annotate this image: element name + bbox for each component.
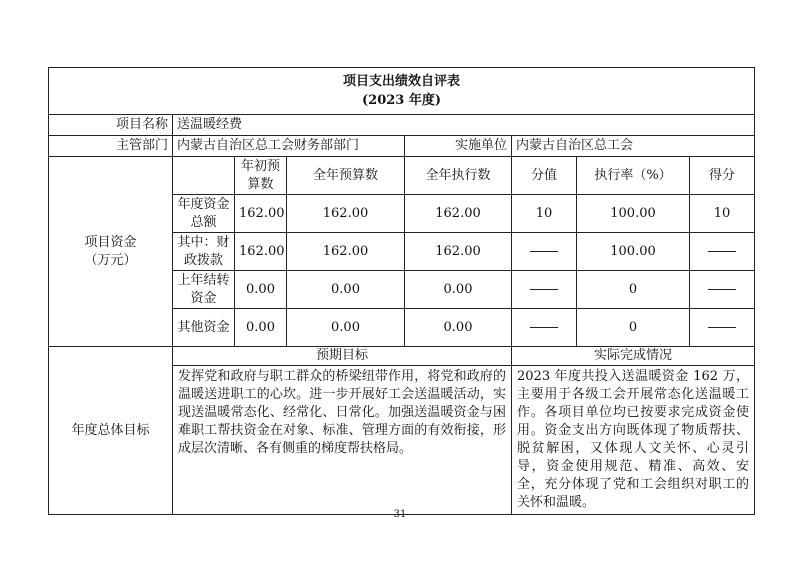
project-name-label: 项目名称 [49, 115, 173, 136]
dash-mark [530, 289, 558, 290]
table-year: (2023 年度) [362, 93, 442, 108]
annual-budget-cell: 0.00 [287, 309, 405, 347]
execution-rate-cell: 100.00 [577, 233, 690, 271]
score-value-cell [512, 271, 577, 309]
goal-label: 年度总体目标 [49, 347, 173, 515]
dash-mark [530, 251, 558, 252]
execution-rate-cell: 100.00 [577, 195, 690, 233]
table-title-cell [49, 68, 755, 115]
score-value-cell [512, 233, 577, 271]
row-label: 其中：财政拨款 [173, 233, 235, 271]
execution-rate-cell: 0 [577, 271, 690, 309]
row-label: 其他资金 [173, 309, 235, 347]
executed-cell: 162.00 [405, 195, 512, 233]
expected-goal-text: 发挥党和政府与职工群众的桥梁纽带作用，将党和政府的温暖送进职工的心坎。进一步开展好工会送温暖活动，实现送温暖常态化、经常化、日常化。加强送温暖资金与困难职工帮扶资金在对象、标准、管理方面的有效衔接，形成层次清晰、各有侧重的梯度帮扶格局。 [173, 366, 512, 515]
header-executed: 全年执行数 [405, 157, 512, 195]
score-value-cell: 10 [512, 195, 577, 233]
executed-cell: 0.00 [405, 271, 512, 309]
dash-mark [708, 251, 736, 252]
execution-rate-cell: 0 [577, 309, 690, 347]
header-blank [173, 157, 235, 195]
funds-label [49, 157, 173, 347]
dept-label: 主管部门 [49, 136, 173, 157]
performance-evaluation-table [48, 67, 755, 515]
score-value-cell [512, 309, 577, 347]
header-score-value: 分值 [512, 157, 577, 195]
header-score: 得分 [690, 157, 755, 195]
score-cell [690, 233, 755, 271]
header-annual-budget: 全年预算数 [287, 157, 405, 195]
dash-mark [530, 327, 558, 328]
actual-completion-text: 2023 年度共投入送温暖资金 162 万，主要用于各级工会开展常态化送温暖工作。各项目单位均已按要求完成资金使用。资金支出方向既体现了物质帮扶、脱贫解困，又体现人文关怀、心灵引导，资金使用规范、精准、高效、安全，充分体现了党和工会组织对职工的关怀和温暖。 [512, 366, 755, 515]
annual-budget-cell: 162.00 [287, 195, 405, 233]
initial-budget-cell: 162.00 [235, 233, 287, 271]
project-name-value: 送温暖经费 [173, 115, 755, 136]
initial-budget-cell: 0.00 [235, 309, 287, 347]
actual-completion-header: 实际完成情况 [512, 347, 755, 366]
annual-budget-cell: 162.00 [287, 233, 405, 271]
expected-goal-header: 预期目标 [173, 347, 512, 366]
executed-cell: 162.00 [405, 233, 512, 271]
score-cell [690, 271, 755, 309]
annual-budget-cell: 0.00 [287, 271, 405, 309]
dept-value: 内蒙古自治区总工会财务部部门 [173, 136, 405, 157]
funds-label-line2: （万元） [84, 252, 137, 268]
score-cell [690, 309, 755, 347]
header-execution-rate: 执行率（%） [577, 157, 690, 195]
header-initial-budget: 年初预算数 [235, 157, 287, 195]
funds-label-line1: 项目资金 [84, 234, 137, 250]
table-title: 项目支出绩效自评表 [343, 74, 461, 89]
impl-value: 内蒙古自治区总工会 [512, 136, 755, 157]
executed-cell: 0.00 [405, 309, 512, 347]
initial-budget-cell: 162.00 [235, 195, 287, 233]
row-label: 上年结转资金 [173, 271, 235, 309]
score-cell: 10 [690, 195, 755, 233]
initial-budget-cell: 0.00 [235, 271, 287, 309]
row-label: 年度资金总额 [173, 195, 235, 233]
dash-mark [708, 327, 736, 328]
page-number: 31 [393, 509, 407, 520]
dash-mark [708, 289, 736, 290]
impl-label: 实施单位 [405, 136, 512, 157]
